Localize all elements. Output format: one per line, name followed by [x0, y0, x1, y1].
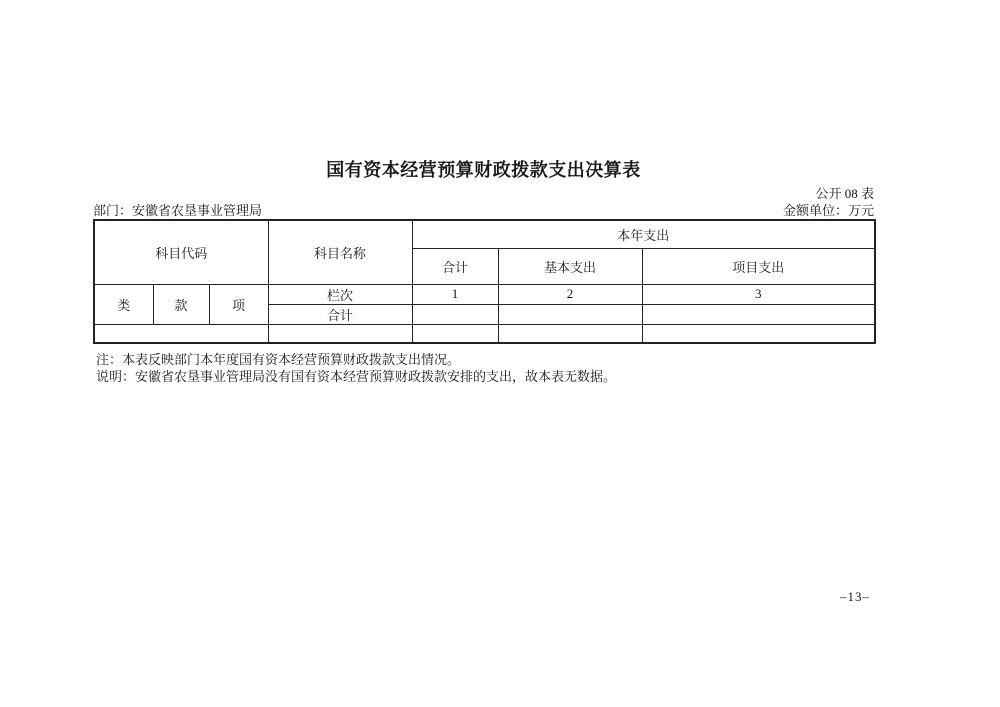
form-number-label: 公开 08 表 [815, 186, 874, 201]
header-project-expenditure: 项目支出 [642, 248, 875, 284]
empty-row-name-cell [268, 324, 412, 343]
empty-row-project-cell [642, 324, 875, 343]
empty-row-code-cell [94, 324, 268, 343]
column-number-2: 2 [498, 284, 642, 304]
page-number: –13– [840, 589, 870, 604]
header-subject-code: 科目代码 [94, 220, 268, 284]
row-index-label: 栏次 [268, 284, 412, 304]
table-empty-row [94, 324, 875, 343]
empty-row-basic-cell [498, 324, 642, 343]
table-note: 注：本表反映部门本年度国有资本经营预算财政拨款支出情况。 [96, 352, 461, 367]
expenditure-table [93, 219, 876, 344]
total-row-label: 合计 [268, 304, 412, 324]
total-row-project-value [642, 304, 875, 324]
table-column-index-row [94, 284, 875, 304]
header-current-year-expenditure: 本年支出 [412, 220, 875, 248]
unit-label: 金额单位：万元 [782, 203, 874, 218]
header-section: 款 [153, 284, 209, 324]
header-subject-name: 科目名称 [268, 220, 412, 284]
column-number-3: 3 [642, 284, 875, 304]
total-row-total-value [412, 304, 498, 324]
table-explanation: 说明：安徽省农垦事业管理局没有国有资本经营预算财政拨款安排的支出，故本表无数据。 [96, 369, 617, 384]
table-header-row-1 [94, 220, 875, 248]
department-label: 部门：安徽省农垦事业管理局 [93, 203, 263, 218]
header-total: 合计 [412, 248, 498, 284]
meta-row [93, 200, 874, 219]
page-title: 国有资本经营预算财政拨款支出决算表 [326, 160, 641, 180]
header-basic-expenditure: 基本支出 [498, 248, 642, 284]
empty-row-total-cell [412, 324, 498, 343]
total-row-basic-value [498, 304, 642, 324]
column-number-1: 1 [412, 284, 498, 304]
header-class: 类 [94, 284, 153, 324]
header-item: 项 [209, 284, 268, 324]
